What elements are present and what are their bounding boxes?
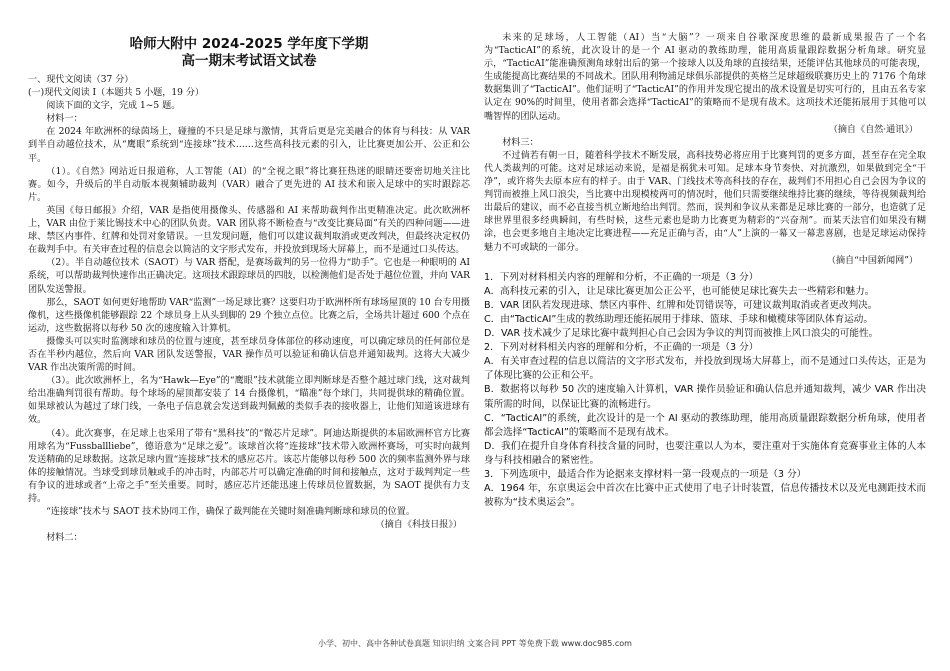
material1-paragraph: “连接球”技术与 SAOT 技术协同工作，确保了裁判能在关键时刻准确判断球和球员的位置。 (46, 507, 415, 518)
question-2-option: B．数据将以每秒 50 次的速度输入计算机，VAR 操作员验证和确认信息并通知裁判，减少 VAR 作出决策所需的时间，以保证比赛的流畅进行。 (484, 384, 926, 410)
question-1-option: A．高科技元素的引入，让足球比赛更加公正公平，也可能使足球比赛失去一些精彩和魅力。 (484, 285, 875, 297)
section-heading: 一、现代文阅读（37 分） (28, 75, 134, 85)
exam-title-line1: 哈师大附中 2024-2025 学年度下学期 (129, 36, 369, 52)
question-3-stem: 3．下列选项中，最适合作为论据来支撑材料一第一段观点的一项是（3 分） (484, 469, 807, 480)
question-1-option: B．VAR 团队若发现进球、禁区内事件、红牌和处罚错误等，可建议裁判取消或者更改判决。 (484, 299, 878, 311)
question-2-stem: 2．下列对材料相关内容的理解和分析，不正确的一项是（3 分） (484, 342, 759, 354)
material1-paragraph: （3）。此次欧洲杯上，名为“Hawk—Eye”的“鹰眼”技术就能立即判断球是否整个越过球门线，这对裁判给出准确判罚很有帮助。每个球场的屋顶都安装了 14 台摄像机，“瞄准”每个球门，共同提供球的精确位置。如果球被认为越过了球门线，一条电子信息就会发送到裁判佩戴的类似手表的接收器上，让他们知道该进球有效。 (28, 376, 470, 426)
question-2-option: C．“TacticAI”的系统，此次设计的是一个 AI 驱动的教练助理，能用高质量跟踪数据分析角球，使用者都会选择“TacticAI”的策略而不是现有战术。 (484, 412, 926, 438)
material2-label: 材料二： (46, 533, 83, 544)
right-column (484, 0, 926, 510)
question-1-option: C．由“TacticAI”生成的教练助理还能拓展用于排球、篮球、手球和橄榄球等团队体育运动。 (484, 313, 873, 325)
instruction: 阅读下面的文字，完成 1~5 题。 (46, 101, 181, 112)
question-2-option: A．有关审查过程的信息以简洁的文字形式发布，并投放到现场大屏幕上，而不是通过口头传达，正是为了体现比赛的公正和公平。 (484, 356, 926, 382)
question-3-option: A．1964 年，东京奥运会中首次在比赛中正式使用了电子计时装置，信息传播技术以及光电测距技术而被称为“技术奥运会”。 (484, 483, 926, 509)
material1-paragraph: 那么，SAOT 如何更好地帮助 VAR“监测”一场足球比赛？这要归功于欧洲杯所有球场屋顶的 10 台专用摄像机，这些摄像机能够跟踪 22 个球员身上从头到脚的 29 个独立点位。比赛之后，全场共计超过 600 个点在运动，这些数据将以每秒 50 次的速度输入计算机。 (28, 297, 470, 334)
material3-source: （摘自“中国新闻网”） (826, 255, 918, 266)
material1-paragraph: 在 2024 年欧洲杯的绿茵场上，碰撞的不只是足球与激情，其背后更是完美融合的体育与科技：从 VAR 到半自动越位技术，从“鹰眼”系统到“连接球”技术……这些高科技元素的引入，让比赛更加公开、公正和公平。 (28, 127, 470, 164)
page-footer: 小学、初中、高中各种试卷真题 知识归纳 文案合同 PPT 等免费下载 www.doc985.com (318, 639, 632, 648)
exam-title-line2: 高一期末考试语文试卷 (181, 53, 317, 69)
sub-section-heading: (一)现代文阅读 I（本题共 5 小题，19 分） (28, 88, 205, 99)
question-1-option: D．VAR 技术减少了足球比赛中裁判担心自己会因为争议的判罚而被推上风口浪尖的可能性。 (484, 328, 879, 340)
material1-paragraph: 英国《每日邮报》介绍，VAR 是指使用摄像头、传感器和 AI 来帮助裁判作出更精准决定。此次欧洲杯上，VAR 由位于莱比锡技术中心的团队负责。VAR 团队将不断检查与“改变比赛局面”有关的四种问题——进球、禁区内事件、红牌和处罚对象错误。一旦发现问题，他们可以建议裁判取消或更改判决，但最终决定权仍在裁判手中。有关审查过程的信息会以简洁的文字形式发布，并投放到现场大屏幕上，而不是通过口头传达。 (28, 205, 470, 256)
material1-paragraph: （1）。《自然》网站近日报道称，人工智能（AI）的“全视之眼”将比赛狂热迷的眼睛还要密切地关注比赛。如今，升级后的半自动版本视频辅助裁判（VAR）融合了更先进的 AI 技术和嵌入足球中的实时跟踪芯片。 (28, 166, 470, 203)
material1-source: （摘自《科技日报》） (375, 520, 462, 531)
material2-paragraph: 未来的足球场，人工智能（AI）当“大脑”？一项来自谷歌深度思维的最新成果报告了一个名为“TacticAI”的系统，此次设计的是一个 AI 驱动的教练助理，能用高质量跟踪数据分析角球。研究显示，“TacticAI”能准确预测角球射出后的第一个接球人以及角球的直接结果，还能评估其他球员的可能表现，生成能提高比赛结果的不同战术。团队用利物浦足球俱乐部提供的英格兰足球超级联赛历史上的 7176 个角球数据集训了“TacticAI”。他们证明了“TacticAI”的作用并发现它提出的战术设置是切实可行的，且由五名专家认定在 90%的时间里，使用者都会选择“TacticAI”的策略而不是现有战术。这项技术还能拓展用于其他可以嘴智悍的团队运动。 (484, 33, 926, 122)
material2-source: （摘自《自然·通讯》） (828, 124, 918, 135)
material3-label: 材料三： (502, 137, 539, 148)
question-1-stem: 1．下列对材料相关内容的理解和分析，不正确的一项是（3 分） (484, 271, 759, 283)
material1-paragraph: 摄像头可以实时监测球和球员的位置与速度，甚至球员身体部位的移动速度，可以确定球员的任何部位是否在半秒内越位，然后向 VAR 团队发送警报，VAR 操作员可以验证和确认信息并通知裁判。这将大大减少 VAR 作出决策所需的时间。 (28, 336, 470, 374)
material1-paragraph: （4）。此次赛事，在足球上也采用了带有“黑科技”的“微芯片足球”。阿迪达斯提供的本届欧洲杯官方比赛用球名为“Fussballliebe”，德语意为“足球之爱”。该球首次将“连接球”技术带入欧洲杯赛场，可实时向裁判发送精确的足球数据。这款足球内置“连接球”技术的感应芯片。该芯片能够以每秒 500 次的频率监测外界与球体的接触情况。当球受到球员触或手的冲击时，内部芯片可以确定准确的时间和接触点，这对于裁判判定一些有争议的进球或者“上帝之手”至关重要。同时，感应芯片还能迅速上传球员位置数据，为 SAOT 提供有力支持。 (28, 428, 470, 504)
question-2-option: D．我们在提升自身体育科技含量的同时，也要注重以人为本，要注重对于实施体育竞赛事业主体的人本身与科技相融合的紧密性。 (484, 440, 926, 466)
left-column (28, 0, 470, 545)
material3-paragraph: 不过倘若有朝一日，随着科学技术不断发展，高科技势必将应用于比赛判罚的更多方面，甚至存在完全取代人类裁判的可能。这对足球运动来说，是福是祸犹未可知。足球本身节奏快、对抗激烈，如果做到完全“干净”，或许将失去原本应有的样子。由于 VAR、门线技术等高科技的存在，裁判们不用担心自己会因为争议的判罚而被推上风口浪尖，当比赛中出现模棱两可的情况时，他们只需要继续维持比赛的继续，等待视频裁判给出最后的建议，而不必直接当机立断地给出判罚。然而，误判和争议从来都是足球比赛的一部分，也造就了足球世界里很多经典瞬间，有些时候，这些元素也是助力比赛更为精彩的“兴奋剂”。而某天法官们如果没有糊涂，也会更多地自主地决定比赛进程——充足正确与否，由“人”上演的一幕又一幕悲喜剧，也是足球运动保持魅力不可或缺的一部分。 (484, 150, 926, 253)
material1-label: 材料一： (46, 114, 83, 125)
material1-paragraph: （2）。半自动越位技术（SAOT）与 VAR 搭配，是赛场裁判的另一位得力“助手”。它也是一种眼明的 AI 系统，可以帮助裁判快速作出正确决定。这项技术跟踪球员的四肢，以检测他们是否处于越位位置，并向 VAR 团队发送警报。 (28, 258, 470, 295)
